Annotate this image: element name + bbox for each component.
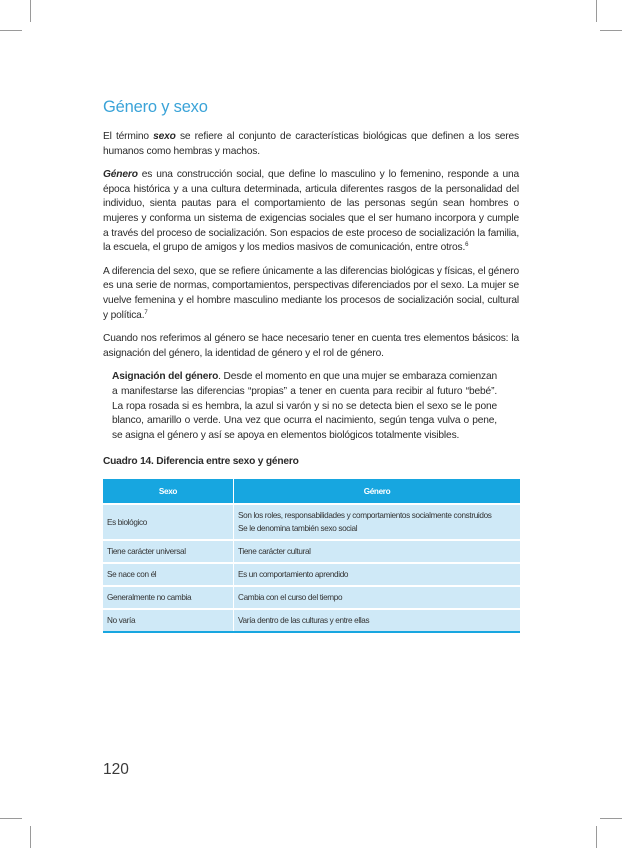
table-row	[103, 540, 520, 563]
paragraph-sexo	[103, 130, 519, 159]
table-cell: Es biológico	[103, 504, 234, 540]
section-title: Género y sexo	[103, 98, 208, 116]
table-cell: Varía dentro de las culturas y entre ellas	[234, 609, 521, 632]
crop-mark	[0, 818, 22, 819]
page-number: 120	[103, 761, 129, 778]
cell-line: Se le denomina también sexo social	[238, 524, 358, 534]
column-header: Sexo	[103, 479, 234, 504]
paragraph-elementos: Cuando nos referimos al género se hace necesario tener en cuenta tres elementos básicos: la asignación del género, la identidad de género y el rol de género.	[103, 333, 519, 359]
footnote-ref: 7	[144, 309, 148, 316]
cell-line: Son los roles, responsabilidades y comportamientos socialmente construidos	[238, 511, 492, 521]
paragraph-text: . Desde el momento en que una mujer se embaraza comienzan a manifestarse las diferencias “propias” a tener en cuenta para recibir al futuro “bebé”. La ropa rosada si es hembra, la azul si varón y si no se detecta bien el sexo se le pone blanco, amarillo o verde. Una vez que ocurra el nacimiento, según tenga vulva o pene, se asigna el género y así se apoya en elementos biológicos totalmente visibles.	[112, 371, 498, 441]
paragraph-text: se refiere al conjunto de características biológicas que definen a los seres humanos como hembras y machos.	[103, 131, 520, 157]
table-cell: No varía	[103, 609, 234, 632]
table-cell: Tiene carácter universal	[103, 540, 234, 563]
term-genero: Género	[103, 169, 138, 181]
paragraph-text: El término	[103, 131, 154, 142]
crop-mark	[600, 818, 622, 819]
table-row	[103, 609, 520, 632]
crop-mark	[30, 0, 31, 22]
term-asignacion: Asignación del género	[112, 371, 219, 383]
table-row	[103, 563, 520, 586]
table-row	[103, 504, 520, 540]
crop-mark	[600, 30, 622, 31]
crop-mark	[596, 826, 597, 848]
crop-mark	[596, 0, 597, 22]
table-row	[103, 586, 520, 609]
term-sexo: sexo	[153, 131, 176, 142]
crop-mark	[0, 30, 22, 31]
table-cell: Cambia con el curso del tiempo	[234, 586, 521, 609]
crop-mark	[30, 826, 31, 848]
paragraph-asignacion	[112, 370, 497, 443]
table-cell: Se nace con él	[103, 563, 234, 586]
comparison-table	[103, 479, 520, 633]
table-cell: Generalmente no cambia	[103, 586, 234, 609]
page-content	[103, 98, 519, 633]
paragraph-genero	[103, 168, 519, 256]
paragraph-text: es una construcción social, que define lo masculino y lo femenino, responde a una época histórica y a una cultura determinada, articula diferentes rasgos de la personalidad del individuo, sienta pautas para el comportamiento de las personas según sean hombres o mujeres y conforma un sistema de exigencias sociales que el ser humano incorpora y cumple a través del proceso de socialización. Son espacios de este proceso de socialización la familia, la escuela, el grupo de amigos y los medios masivos de comunicación, entre otros.	[103, 169, 519, 254]
table-cell	[234, 504, 521, 540]
column-header: Género	[234, 479, 521, 504]
table-caption: Cuadro 14. Diferencia entre sexo y género	[103, 456, 299, 468]
table-cell: Tiene carácter cultural	[234, 540, 521, 563]
footnote-ref: 6	[465, 242, 469, 249]
paragraph-diferencia	[103, 265, 519, 323]
table-cell: Es un comportamiento aprendido	[234, 563, 521, 586]
paragraph-text: A diferencia del sexo, que se refiere únicamente a las diferencias biológicas y físicas, el género es una serie de normas, comportamientos, perspectivas diferenciados por el sexo. La mujer se vuelve femenina y el hombre masculino mediante los procesos de socialización social, cultural y política.	[103, 265, 519, 321]
